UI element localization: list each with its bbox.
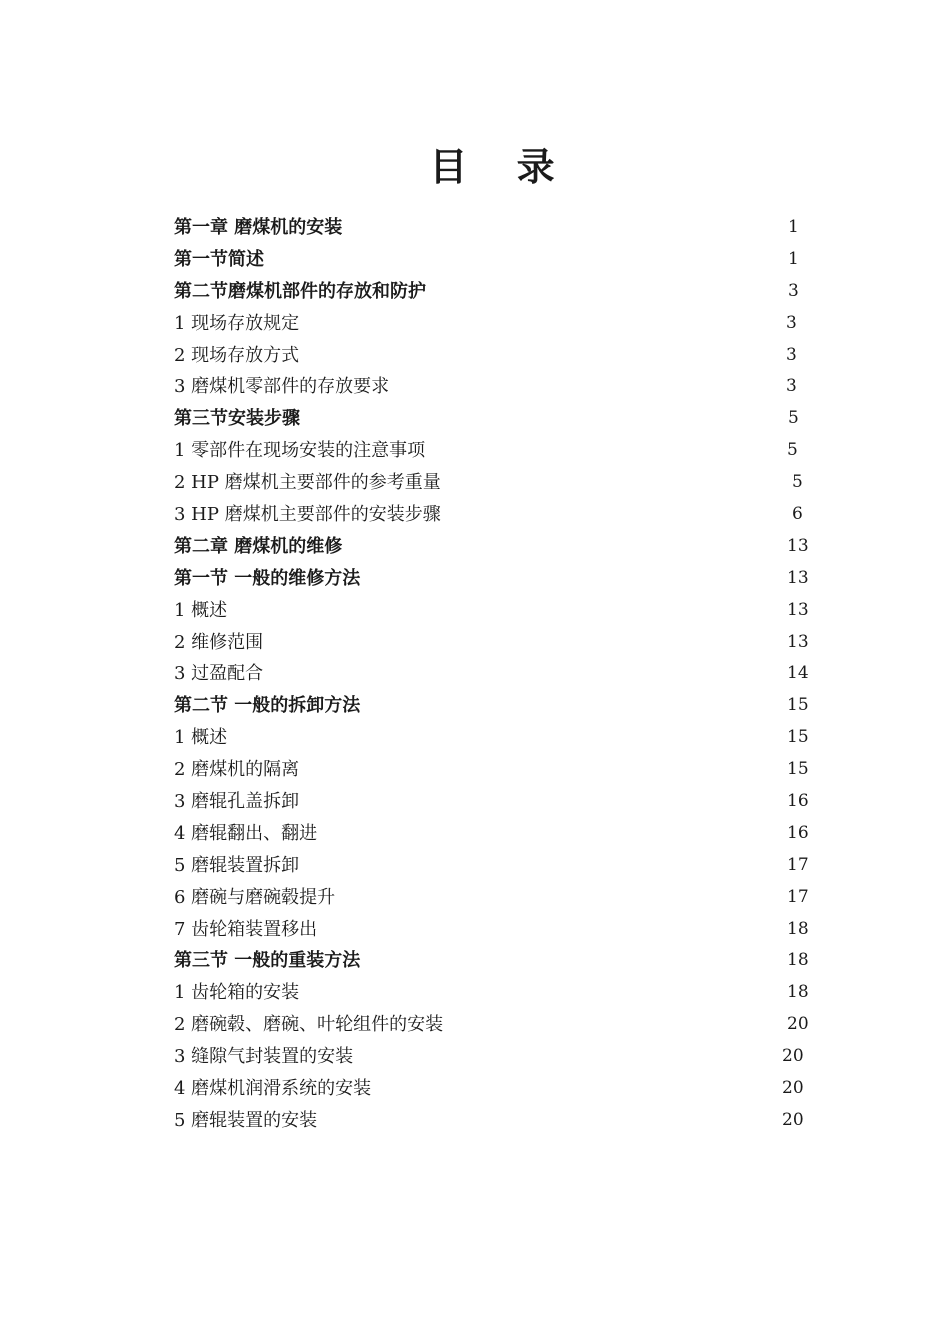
toc-entry-label: 第二章 磨煤机的维修 <box>174 535 343 557</box>
toc-entry-label: 第三节安装步骤 <box>174 408 300 430</box>
toc-entry-label: 第二节磨煤机部件的存放和防护 <box>174 280 426 302</box>
toc-entry-label: 3 HP 磨煤机主要部件的安装步骤 <box>174 504 441 526</box>
toc-entry <box>174 403 814 435</box>
toc-entry-label: 2 磨煤机的隔离 <box>174 759 300 781</box>
toc-entry-page-number: 16 <box>787 791 809 812</box>
toc-entry <box>174 1041 814 1073</box>
toc-entry-label: 5 磨辊装置拆卸 <box>174 854 300 876</box>
toc-entry-label: 第三节 一般的重装方法 <box>174 950 361 972</box>
toc-entry-page-number: 20 <box>782 1078 804 1099</box>
toc-entry-page-number: 13 <box>787 631 809 652</box>
toc-entry <box>174 467 814 499</box>
toc-entry <box>174 754 814 786</box>
toc-entry-page-number: 5 <box>792 472 803 493</box>
toc-entry <box>174 212 814 244</box>
toc-entry <box>174 1073 814 1105</box>
toc-entry-label: 1 概述 <box>174 727 228 749</box>
toc-entry-page-number: 5 <box>788 408 799 429</box>
toc-entry-label: 4 磨煤机润滑系统的安装 <box>174 1078 372 1100</box>
toc-entry-page-number: 13 <box>787 567 809 588</box>
toc-entry-page-number: 15 <box>787 759 809 780</box>
toc-entry <box>174 340 814 372</box>
toc-entry-page-number: 20 <box>787 1014 809 1035</box>
toc-entry-page-number: 5 <box>787 440 798 461</box>
toc-entry-page-number: 15 <box>787 727 809 748</box>
toc-entry-page-number: 18 <box>787 918 809 939</box>
toc-entry-page-number: 14 <box>787 663 809 684</box>
toc-entry <box>174 435 814 467</box>
toc-entry-label: 1 概述 <box>174 599 228 621</box>
toc-entry <box>174 276 814 308</box>
toc-entry-label: 1 现场存放规定 <box>174 312 300 334</box>
toc-entry <box>174 627 814 659</box>
toc-entry-page-number: 16 <box>787 822 809 843</box>
toc-entry <box>174 563 814 595</box>
toc-entry-label: 第一节 一般的维修方法 <box>174 567 361 589</box>
toc-entry <box>174 914 814 946</box>
toc-entry-label: 2 现场存放方式 <box>174 344 300 366</box>
toc-entry-label: 5 磨辊装置的安装 <box>174 1109 318 1131</box>
toc-entry <box>174 786 814 818</box>
toc-entry-label: 3 磨煤机零部件的存放要求 <box>174 376 390 398</box>
toc-entry-label: 第二节 一般的拆卸方法 <box>174 695 361 717</box>
toc-entry-label: 第一章 磨煤机的安装 <box>174 217 343 238</box>
toc-entry <box>174 595 814 627</box>
toc-entry-page-number: 20 <box>782 1109 804 1130</box>
toc-entry-label: 3 过盈配合 <box>174 663 264 685</box>
toc-entry-label: 第一节简述 <box>174 248 264 270</box>
toc-entry <box>174 308 814 340</box>
toc-entry-page-number: 17 <box>787 886 809 907</box>
toc-entry-label: 2 维修范围 <box>174 631 264 653</box>
toc-entry-label: 2 磨碗毂、磨碗、叶轮组件的安装 <box>174 1014 444 1036</box>
toc-entry <box>174 977 814 1009</box>
toc-entry-page-number: 1 <box>788 217 799 237</box>
toc-entry <box>174 244 814 276</box>
toc-entry <box>174 818 814 850</box>
toc-entry-page-number: 13 <box>787 599 809 620</box>
toc-entry-page-number: 18 <box>787 950 809 971</box>
toc-entry-page-number: 18 <box>787 982 809 1003</box>
toc-entry <box>174 850 814 882</box>
toc-entry-label: 6 磨碗与磨碗毂提升 <box>174 886 336 908</box>
toc-entry <box>174 945 814 977</box>
toc-entry <box>174 882 814 914</box>
toc-entry <box>174 722 814 754</box>
toc-entry-label: 1 齿轮箱的安装 <box>174 982 300 1004</box>
toc-entry-page-number: 17 <box>787 854 809 875</box>
toc-entry-label: 2 HP 磨煤机主要部件的参考重量 <box>174 472 441 494</box>
table-of-contents <box>174 212 814 1137</box>
toc-entry <box>174 499 814 531</box>
page-title: 目 录 <box>429 145 573 189</box>
toc-entry-page-number: 20 <box>782 1046 804 1067</box>
toc-entry-page-number: 3 <box>788 280 799 301</box>
toc-entry-page-number: 15 <box>787 695 809 716</box>
toc-entry-label: 3 磨辊孔盖拆卸 <box>174 791 300 813</box>
toc-entry <box>174 658 814 690</box>
toc-entry <box>174 531 814 563</box>
toc-entry <box>174 1009 814 1041</box>
toc-entry-label: 3 缝隙气封装置的安装 <box>174 1046 354 1068</box>
toc-entry-label: 7 齿轮箱装置移出 <box>174 918 318 940</box>
toc-entry-page-number: 3 <box>786 376 797 397</box>
toc-entry-page-number: 6 <box>792 504 803 525</box>
toc-entry-label: 4 磨辊翻出、翻进 <box>174 822 318 844</box>
toc-entry <box>174 1105 814 1137</box>
toc-entry <box>174 371 814 403</box>
toc-entry-label: 1 零部件在现场安装的注意事项 <box>174 440 426 462</box>
toc-entry-page-number: 3 <box>786 312 797 333</box>
toc-entry-page-number: 13 <box>787 535 809 556</box>
toc-entry-page-number: 1 <box>788 248 799 269</box>
toc-entry <box>174 690 814 722</box>
toc-entry-page-number: 3 <box>786 344 797 365</box>
